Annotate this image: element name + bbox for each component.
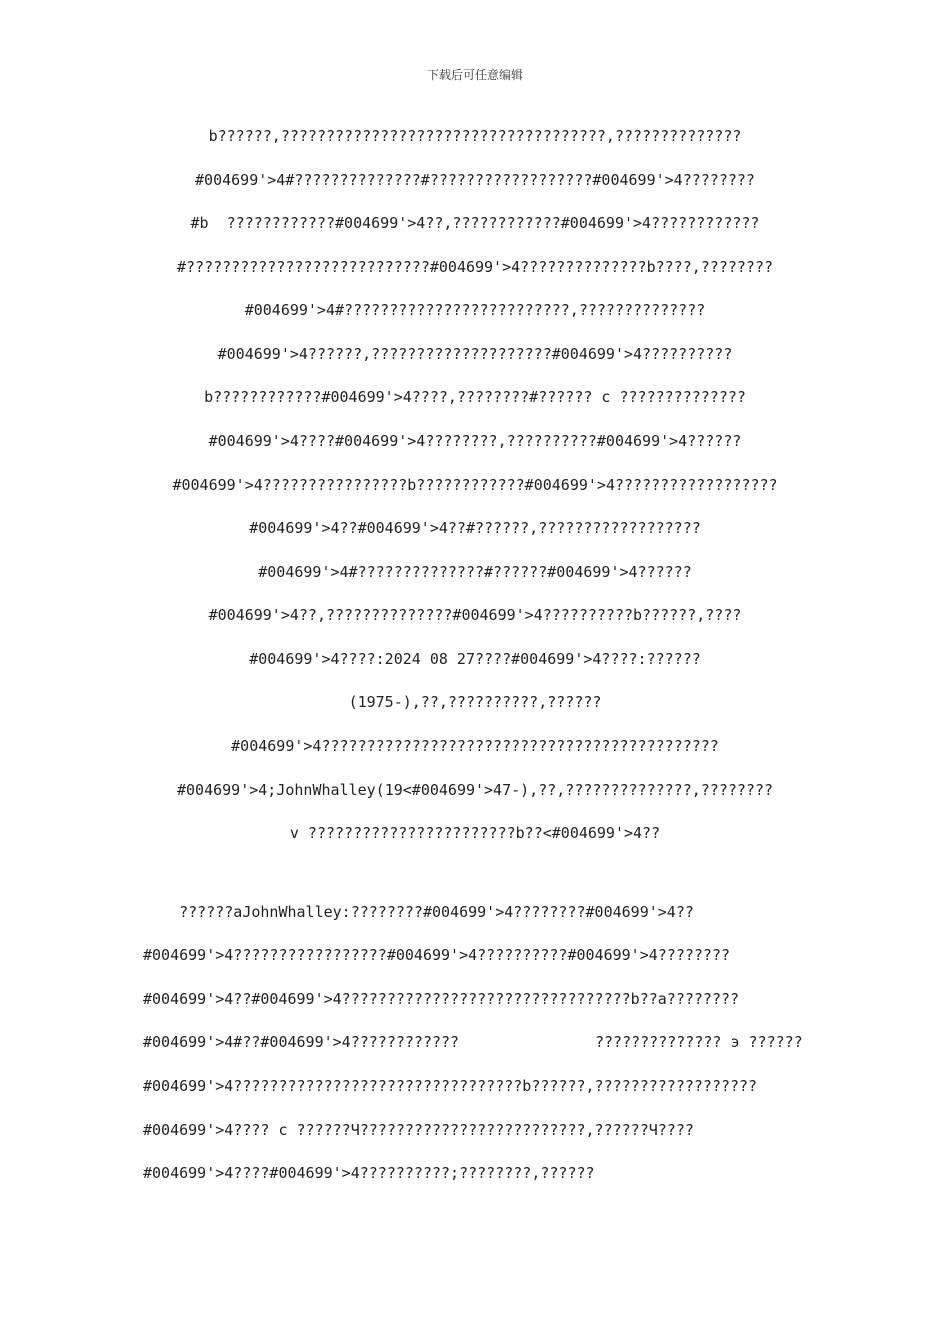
text-line: #004699'>4#??????????????#??????#004699'>4?????? [258, 563, 692, 581]
text-line-trailing: ?????????????? э ?????? [595, 1033, 803, 1051]
text-line: #004699'>4???????????????????????????????????????????? [231, 737, 719, 755]
text-line: #004699'>4????#004699'>4????????,??????????#004699'>4?????? [208, 432, 742, 450]
text-line: #004699'>4????????????????????????????????b??????,?????????????????? [143, 1077, 758, 1095]
text-line: #004699'>4??,??????????????#004699'>4??????????b??????,???? [208, 606, 742, 624]
text-line: #004699'>4??#004699'>4????????????????????????????????b??a???????? [143, 990, 740, 1008]
text-line: #004699'>4??????,????????????????????#004699'>4?????????? [217, 345, 733, 363]
text-line: v ???????????????????????b??<#004699'>4?? [289, 824, 661, 842]
text-line: ??????aJohnWhalley:????????#004699'>4????????#004699'>4?? [143, 903, 694, 921]
text-line: #???????????????????????????#004699'>4??????????????b????,???????? [176, 258, 774, 276]
text-line: #004699'>4?????????????????#004699'>4??????????#004699'>4???????? [143, 946, 730, 964]
text-line: #004699'>4#??#004699'>4???????????? [143, 1033, 460, 1051]
text-line: (1975-),??,??????????,?????? [348, 693, 602, 711]
text-line: #004699'>4#??????????????#??????????????????#004699'>4???????? [195, 171, 755, 189]
page-header: 下载后可任意编辑 [426, 68, 523, 82]
text-line: #004699'>4????:2024 08 27????#004699'>4????:?????? [249, 650, 701, 668]
text-line: #004699'>4;JohnWhalley(19<#004699'>47-),??,??????????????,???????? [176, 781, 774, 799]
text-line: #b ????????????#004699'>4??,????????????#004699'>4???????????? [190, 214, 760, 232]
text-line: b??????,????????????????????????????????????,?????????????? [208, 127, 742, 145]
text-line: #004699'>4#?????????????????????????,?????????????? [244, 301, 706, 319]
text-line: #004699'>4???? c ??????Ч?????????????????????????,??????Ч???? [143, 1121, 694, 1139]
text-line: #004699'>4????????????????b????????????#004699'>4?????????????????? [172, 476, 778, 494]
text-line: b????????????#004699'>4????,????????#?????? c ?????????????? [204, 388, 746, 406]
text-line: #004699'>4??#004699'>4??#??????,?????????????????? [249, 519, 701, 537]
text-line: #004699'>4????#004699'>4??????????;????????,?????? [143, 1164, 595, 1182]
